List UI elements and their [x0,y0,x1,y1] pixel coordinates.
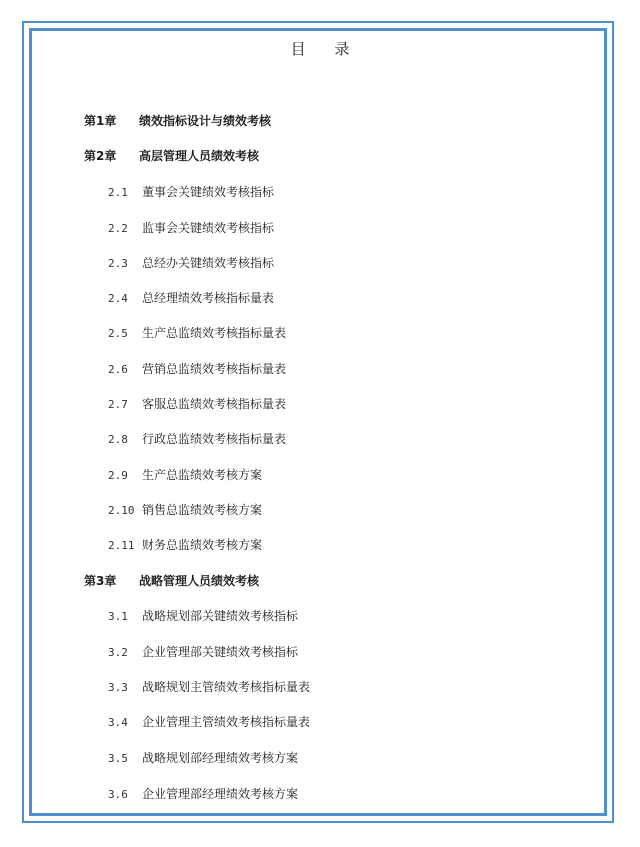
toc-chapter-entry [84,148,259,164]
toc-entry-number: 2.3 [108,257,128,270]
toc-entry-number: 第2章 [84,149,117,163]
toc-entry-number: 3.4 [108,716,128,729]
toc-entry-title: 行政总监绩效考核指标量表 [142,432,287,446]
toc-entry-number: 2.9 [108,469,128,482]
toc-entry-number: 3.1 [108,610,128,623]
toc-section-entry [108,679,310,696]
toc-section-entry [108,502,262,519]
toc-entry-title: 监事会关键绩效考核指标 [142,221,275,235]
toc-entry-number: 2.8 [108,433,128,446]
toc-entry-title: 董事会关键绩效考核指标 [142,185,275,199]
toc-section-entry [108,537,262,554]
toc-entry-number: 2.2 [108,222,128,235]
toc-section-entry [108,396,286,413]
toc-entry-title: 企业管理主管绩效考核指标量表 [142,715,311,729]
toc-entry-title: 战略管理人员绩效考核 [139,574,260,588]
toc-entry-title: 总经理绩效考核指标量表 [142,291,275,305]
toc-entry-number: 第1章 [84,114,117,128]
toc-entry-title: 总经办关键绩效考核指标 [142,256,275,270]
toc-entry-title: 生产总监绩效考核指标量表 [142,326,287,340]
toc-entry-title: 财务总监绩效考核方案 [142,538,263,552]
toc-section-entry [108,290,274,307]
toc-entry-title: 企业管理部经理绩效考核方案 [142,787,299,801]
toc-section-entry [108,608,298,625]
toc-section-entry [108,220,274,237]
toc-entry-title: 客服总监绩效考核指标量表 [142,397,287,411]
toc-entry-title: 营销总监绩效考核指标量表 [142,362,287,376]
toc-entry-title: 生产总监绩效考核方案 [142,468,263,482]
toc-entry-title: 企业管理部关键绩效考核指标 [142,645,299,659]
toc-entry-title: 绩效指标设计与绩效考核 [139,114,272,128]
page-border-inner [29,28,607,816]
toc-entry-number: 3.3 [108,681,128,694]
toc-section-entry [108,786,298,803]
toc-entry-number: 2.6 [108,363,128,376]
toc-entry-title: 高层管理人员绩效考核 [139,149,260,163]
toc-section-entry [108,325,286,342]
toc-entry-title: 销售总监绩效考核方案 [142,503,263,517]
toc-section-entry [108,184,274,201]
toc-entry-number: 2.1 [108,186,128,199]
toc-entry-number: 2.4 [108,292,128,305]
toc-section-entry [108,467,262,484]
toc-title: 目 录 [290,40,362,58]
toc-entry-number: 2.7 [108,398,128,411]
toc-section-entry [108,255,274,272]
toc-entry-number: 2.5 [108,327,128,340]
toc-entry-title: 战略规划部关键绩效考核指标 [142,609,299,623]
toc-section-entry [108,431,286,448]
toc-entry-title: 战略规划主管绩效考核指标量表 [142,680,311,694]
toc-section-entry [108,750,298,767]
toc-entry-number: 3.6 [108,788,128,801]
toc-chapter-entry [84,113,271,129]
toc-section-entry [108,644,298,661]
toc-entry-number: 2.10 [108,504,135,517]
toc-entry-title: 战略规划部经理绩效考核方案 [142,751,299,765]
toc-section-entry [108,714,310,731]
toc-section-entry [108,361,286,378]
toc-entry-number: 第3章 [84,574,117,588]
toc-chapter-entry [84,573,259,589]
toc-entry-number: 2.11 [108,539,135,552]
toc-entry-number: 3.2 [108,646,128,659]
page-border-outer [22,21,614,823]
toc-entry-number: 3.5 [108,752,128,765]
